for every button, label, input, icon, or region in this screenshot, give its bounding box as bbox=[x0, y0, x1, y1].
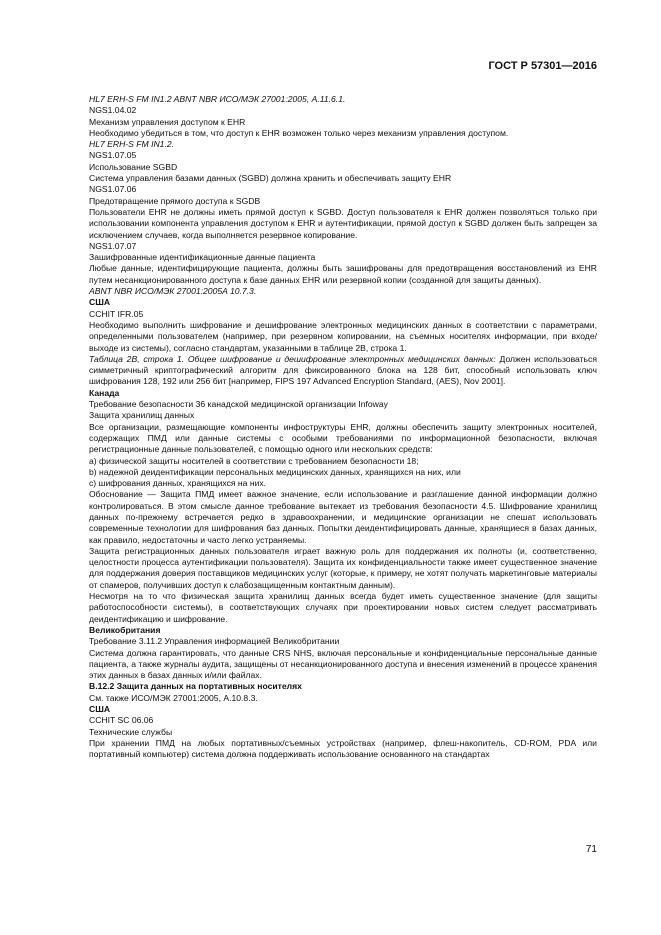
document-header: ГОСТ Р 57301—2016 bbox=[488, 60, 597, 72]
paragraph: NGS1.07.05 bbox=[89, 150, 137, 161]
paragraph-italic-prefix: Таблица 2B, строка 1. Общее шифрование и дешифрование электронных медицинских данных: bbox=[89, 353, 496, 364]
paragraph: Технические службы bbox=[89, 726, 173, 737]
paragraph: Требование безопасности 36 канадской медицинской организации Infoway bbox=[89, 399, 388, 410]
paragraph: Любые данные, идентифицирующие пациента, должны быть зашифрованы для предотвращения восстановлений из EHR путем несанкционированного доступа к базе данных EHR или резервной копии (созданной для защиты данных). bbox=[89, 263, 597, 285]
paragraph: США bbox=[89, 297, 111, 308]
paragraph: Великобритания bbox=[89, 624, 161, 635]
paragraph: Несмотря на то что физическая защита хранилищ данных всегда будет иметь существенное значение (для защиты работоспособности системы), в соответствующих случаях при проектировании новых систем следует рассматривать деидентификацию и шифрование. bbox=[89, 591, 597, 624]
paragraph: Зашифрованные идентификационные данные пациента bbox=[89, 252, 316, 263]
paragraph: Защита хранилищ данных bbox=[89, 410, 195, 421]
paragraph: В.12.2 Защита данных на портативных носителях bbox=[89, 681, 302, 692]
document-body bbox=[89, 94, 597, 761]
paragraph: с) шифрования данных, хранящихся на них. bbox=[89, 478, 267, 489]
paragraph: CCHIT SC 06.06 bbox=[89, 715, 154, 726]
paragraph: NGS1.04.02 bbox=[89, 105, 137, 116]
paragraph: См. также ИСО/МЭК 27001:2005, A.10.8.3. bbox=[89, 692, 258, 703]
paragraph: Требование 3.11.2 Управления информацией Великобритании bbox=[89, 636, 340, 647]
paragraph: NGS1.07.07 bbox=[89, 240, 137, 251]
paragraph-rest: Должен использоваться симметричный криптографический алгоритм для фиксированного блока на 128 бит, способный использовать ключ шифрования 128, 192 или 256 бит [например, FIPS 197 Advanced Encryption Standard, (AES), Nov 2001]. bbox=[89, 353, 597, 387]
paragraph: а) физической защиты носителей в соответствии с требованием безопасности 18; bbox=[89, 455, 419, 466]
paragraph: Необходимо выполнить шифрование и дешифрование электронных медицинских данных в соответствии с параметрами, определенными пользователем (например, при резервном копировании, на съемных носителях информации, при входе/выходе из системы), согласно стандартам, указанными в таблице 2B, строка 1. bbox=[89, 319, 597, 353]
paragraph: Механизм управления доступом к EHR bbox=[89, 116, 246, 127]
paragraph: Использование SGBD bbox=[89, 161, 178, 172]
paragraph: ABNT NBR ИСО/МЭК 27001:2005A 10.7.3. bbox=[89, 286, 257, 297]
paragraph: b) надежной деидентификации персональных медицинских данных, хранящихся на них, или bbox=[89, 466, 461, 477]
paragraph: Необходимо убедиться в том, что доступ к EHR возможен только через механизм управления доступом. bbox=[89, 127, 509, 138]
paragraph: Защита регистрационных данных пользователя играет важную роль для поддержания их полноты (и, соответственно, целостности процесса аутентификации пользователя). Защита их конфиденциальности также имеет существенное значение для поддержания доверия поставщиков медицинских услуг (которые, к примеру, не хотят получать маркетинговые материалы от спамеров, получивших доступ к слабозащищенным контактным данным). bbox=[89, 545, 597, 590]
page-number: 71 bbox=[585, 844, 597, 855]
paragraph bbox=[89, 354, 597, 388]
paragraph: Пользователи EHR не должны иметь прямой доступ к SGBD. Доступ пользователя к EHR должен позволяться только при использовании компонента управления доступом к EHR и аутентификации, прямой доступ к SGBD должен быть запрещен за исключением случаев, когда выполняется резервное копирование. bbox=[89, 206, 597, 240]
paragraph: HL7 ERH-S FM IN1.2 ABNT NBR ИСО/МЭК 27001:2005, A.11.6.1. bbox=[89, 94, 346, 104]
paragraph: Обоснование — Защита ПМД имеет важное значение, если использование и разглашение данной информации должно контролироваться. В этом смысле данное требование вытекает из требования безопасности 4.5. Шифрование хранилищ данных по-прежнему встречается редко в здравоохранении, и медицинские организации не спешат использовать современные технологии для шифрования баз данных. Попытки деидентифицировать данные, хранящиеся в базах данных, как правило, недостаточны и часто легко устраняемы. bbox=[89, 489, 597, 545]
paragraph: Все организации, размещающие компоненты инфоструктуры EHR, должны обеспечить защиту электронных носителей, содержащих ПМД или данные системы с особыми требованиями по информационной безопасности, включая регистрационные данные пользователей, с помощью одного или нескольких средств: bbox=[89, 421, 597, 455]
paragraph: При хранении ПМД на любых портативных/съемных устройствах (например, флеш-накопитель, CD-ROM, PDA или портативный компьютер) система должна поддерживать использование основанного на стандартах bbox=[89, 737, 597, 760]
paragraph: CCHIT IFR.05 bbox=[89, 308, 144, 319]
paragraph: США bbox=[89, 704, 111, 715]
paragraph: Канада bbox=[89, 387, 120, 398]
paragraph: Система управления базами данных (SGBD) должна хранить и обеспечивать защиту EHR bbox=[89, 173, 452, 184]
paragraph: Предотвращение прямого доступа к SGDB bbox=[89, 195, 261, 206]
paragraph: Система должна гарантировать, что данные CRS NHS, включая персональные и конфиденциальные персональные данные пациента, а также журналы аудита, защищены от несанкционированного доступа и внесения изменений в процессе хранения этих данных в базах данных и/или файлах. bbox=[89, 647, 597, 681]
paragraph: NGS1.07.06 bbox=[89, 184, 137, 195]
paragraph: HL7 ERH-S FM IN1.2. bbox=[89, 139, 175, 150]
